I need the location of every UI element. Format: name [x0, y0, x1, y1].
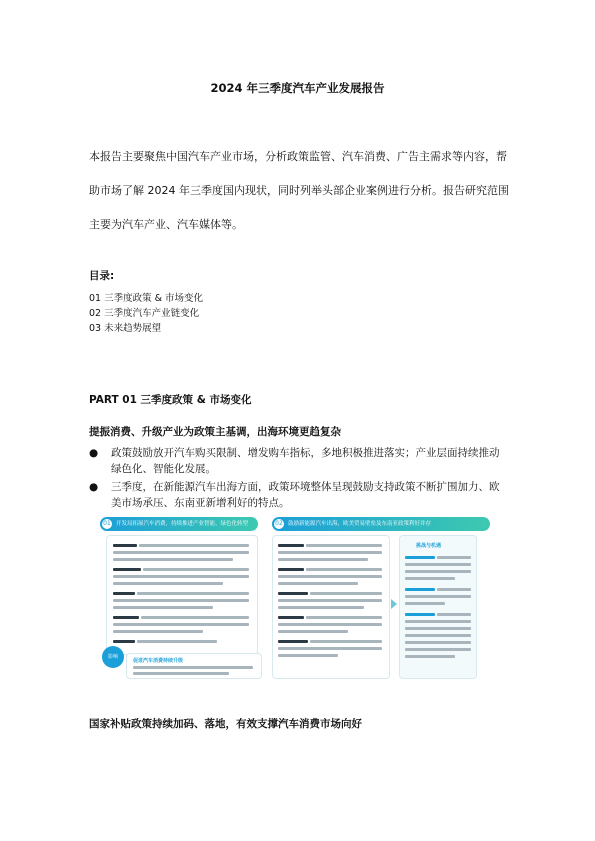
- right-header-pill: [272, 517, 490, 531]
- impact-badge: 影响: [102, 646, 124, 668]
- impact-panel: [126, 653, 262, 679]
- bullet-icon: ●: [89, 447, 99, 459]
- document-title: 2024 年三季度汽车产业发展报告: [210, 81, 385, 95]
- toc-item[interactable]: 03 未来趋势展望: [89, 323, 162, 334]
- bullet-text: 政策鼓励放开汽车购买限制、增发购车指标，多地积极推进落实；产业层面持续推动绿色化、智能化发展。: [111, 447, 500, 475]
- section-heading-2: 国家补贴政策持续加码、落地，有效支撑汽车消费市场向好: [89, 718, 362, 730]
- part-heading: PART 01 三季度政策 & 市场变化: [89, 394, 252, 406]
- bullet-icon: ●: [89, 481, 99, 493]
- toc-item[interactable]: 02 三季度汽车产业链变化: [89, 308, 200, 319]
- bullet-item: [89, 445, 509, 477]
- left-header-badge: 01: [103, 520, 111, 527]
- bullet-text: 三季度，在新能源汽车出海方面，政策环境整体呈现鼓励支持政策不断扩围加力、欧美市场承压、东南亚新增利好的特点。: [111, 481, 500, 509]
- bullet-list: [89, 445, 509, 513]
- table-of-contents: [89, 291, 203, 336]
- challenges-title: 挑战与机遇: [416, 543, 442, 549]
- toc-heading: 目录:: [89, 270, 115, 282]
- intro-paragraph: 本报告主要聚焦中国汽车产业市场，分析政策监管、汽车消费、广告主需求等内容，帮助市场了解 2024 年三季度国内现状，同时列举头部企业案例进行分析。报告研究范围主要为汽车产业、汽车媒体等。: [89, 150, 509, 231]
- left-header-text: 开发局拓展汽车消费，持续推进产业智能、绿色化转型: [116, 521, 249, 527]
- left-header-pill: [100, 517, 258, 531]
- challenges-panel: [399, 535, 477, 679]
- policy-infographic: [100, 513, 492, 679]
- left-policy-panel: [106, 535, 258, 655]
- section-heading: 提振消费、升级产业为政策主基调，出海环境更趋复杂: [89, 426, 341, 438]
- right-policy-panel: [272, 535, 390, 679]
- toc-item[interactable]: 01 三季度政策 & 市场变化: [89, 293, 204, 304]
- right-header-text: 鼓励新能源汽车出海，欧美贸易壁垒及东南亚政策利好并存: [288, 521, 432, 527]
- bullet-item: [89, 479, 509, 511]
- impact-title: 促进汽车消费持续升级: [133, 658, 184, 664]
- arrow-right-icon: [391, 599, 397, 609]
- right-header-badge: 02: [275, 520, 283, 527]
